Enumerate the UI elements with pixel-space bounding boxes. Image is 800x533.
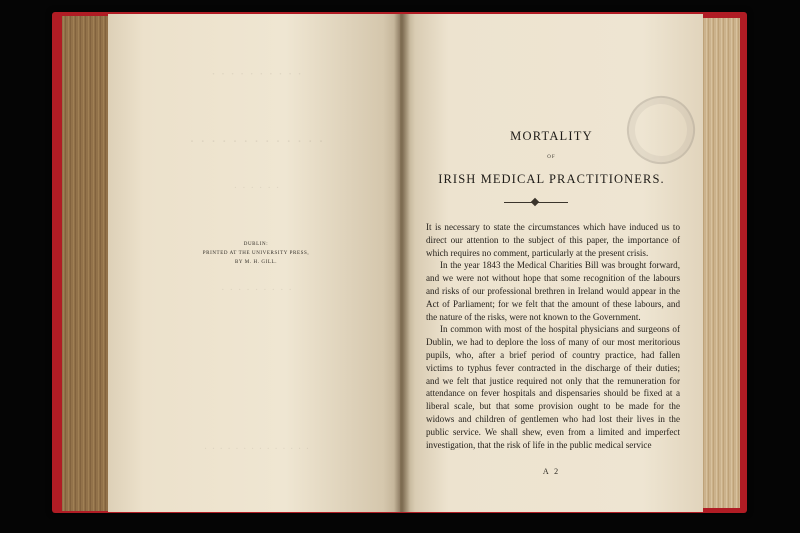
imprint-line: PRINTED AT THE UNIVERSITY PRESS, — [202, 251, 310, 256]
body-text — [426, 221, 680, 451]
title-rule-ornament — [531, 198, 539, 206]
show-through-text: · · · · · · · · · · · · · · — [202, 444, 310, 455]
signature-mark: A 2 — [542, 467, 561, 476]
title-mortality: MORTALITY — [510, 129, 593, 143]
paragraph: In the year 1843 the Medical Charities Bill was brought forward, and we were not without hope that some recognition of the labours and risks of our professional brethren in Ireland would appear in the Act of Parliament; for we felt that the amount of these labours, and the nature of the risks, were not known to the Government. — [426, 260, 680, 322]
title-irish-medical-practitioners: IRISH MEDICAL PRACTITIONERS. — [438, 172, 665, 186]
right-page — [400, 14, 703, 512]
printer-imprint — [108, 240, 404, 267]
title-of: OF — [547, 155, 556, 160]
imprint-line: DUBLIN: — [243, 242, 269, 247]
right-page-edges — [700, 18, 740, 508]
imprint-line: BY M. H. GILL. — [234, 260, 278, 265]
left-page-edges — [62, 16, 112, 511]
paragraph: It is necessary to state the circumstances which have induced us to direct our attention to the subject of this paper, the importance of which requires no comment, particularly at the present crisis. — [426, 222, 680, 258]
show-through-text: · · · · · · · · · — [220, 284, 292, 296]
show-through-text: · · · · · · · · · · — [210, 66, 302, 81]
show-through-text: · · · · · · · · · · · · · — [188, 134, 324, 150]
paragraph: In common with most of the hospital physicians and surgeons of Dublin, we had to deplore the loss of many of our most meritorious pupils, who, after a brief period of country practice, had fallen victims to typhus fever contracted in the discharge of their duties; and we felt that justice required not only that the remuneration for attendance on fever hospitals and dispensaries should be fixed at a liberal scale, but that some provision ought to be made for the widows and children of gentlemen who had lost their lives in the public service. We shall shew, even from a limited and imperfect investigation, that the risk of life in the public medical service — [426, 324, 680, 450]
show-through-text: · · · · · · — [232, 182, 280, 194]
book-gutter — [394, 14, 410, 512]
left-page — [108, 14, 404, 512]
